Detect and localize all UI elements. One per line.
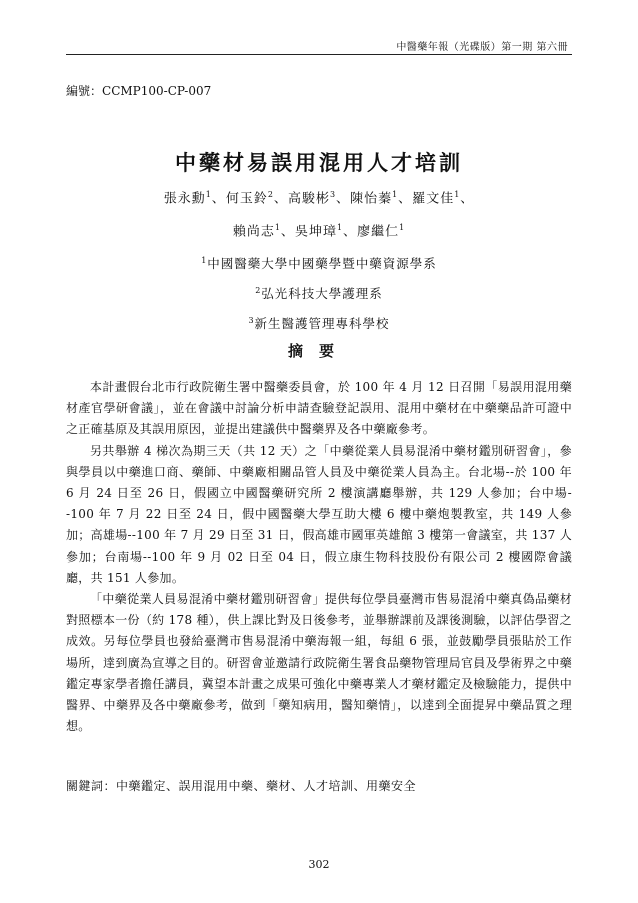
abstract-heading: 摘要 [287, 342, 350, 360]
affiliation-item [0, 277, 638, 307]
affiliation-mark: 2 [255, 286, 262, 296]
abstract-paragraph: 「中藥從業人員易混淆中藥材鑑別研習會」提供每位學員臺灣市售易混淆中藥真偽品藥材對照標本一份（約 178 種），供上課比對及日後參考，並舉辦課前及課後測驗，以評估學習之成效。另每位學員也發給臺灣市售易混淆中藥海報一組，每組 6 張，並鼓勵學員張貼於工作場所，達到廣為宣導之目的。研習會並邀請行政院衛生署食品藥物管理局官員及學術界之中藥鑑定專家學者擔任講員，冀望本計畫之成果可強化中藥專業人才藥材鑑定及檢驗能力，提供中醫界、中藥界及各中藥廠參考，做到「藥知病用，醫知藥情」，以達到全面提昇中藥品質之理想。 [66, 592, 572, 734]
author-name: 張永勳 [163, 191, 206, 207]
keywords-text: 中藥鑑定、誤用混用中藥、藥材、人才培訓、用藥安全 [116, 779, 417, 793]
author-name: 何玉鈴 [225, 191, 268, 207]
author-name: 廖繼仁 [357, 224, 400, 240]
author-separator: 、 [336, 191, 351, 207]
affiliation-mark: 1 [399, 223, 406, 233]
affiliation-mark: 1 [392, 190, 399, 199]
affiliation-item [0, 247, 638, 277]
keywords-label: 關鍵詞： [66, 779, 117, 793]
affiliation-text: 中國醫藥大學中國藥學暨中藥資源學系 [207, 256, 437, 272]
affiliation-list [0, 247, 638, 337]
author-separator: 、 [460, 191, 475, 207]
affiliation-text: 弘光科技大學護理系 [261, 286, 383, 302]
abstract-body [66, 377, 572, 737]
author-name: 陳怡蓁 [350, 191, 393, 207]
document-serial-number [66, 82, 211, 99]
author-name: 賴尚志 [232, 224, 275, 240]
author-separator: 、 [398, 191, 413, 207]
author-name: 羅文佳 [412, 191, 455, 207]
affiliation-mark: 1 [201, 256, 208, 265]
author-name: 吳坤璋 [294, 224, 337, 240]
affiliation-item [0, 307, 638, 337]
affiliation-mark: 2 [267, 190, 274, 199]
header-rule [66, 54, 572, 55]
affiliation-mark: 1 [274, 223, 281, 233]
running-header: 中醫藥年報（光碟版）第一期 第六冊 [396, 42, 568, 53]
author-name: 高駿彬 [287, 191, 330, 207]
serial-label: 編號： [66, 84, 103, 98]
affiliation-mark: 1 [454, 190, 461, 199]
serial-value: CCMP100-CP-007 [102, 84, 212, 98]
abstract-paragraph: 另共舉辦 4 梯次為期三天（共 12 天）之「中藥從業人員易混淆中藥材鑑別研習會」，參與學員以中藥進口商、藥師、中藥廠相關品管人員及中藥從業人員為主。台北場--於 100 年 6 月 24 日至 26 日，假國立中國醫藥研究所 2 樓演講廳舉辦，共 129 人參加；台中場--100 年 7 月 22 日至 24 日，假中國醫藥大學互助大樓 6 樓中藥炮製教室，共 149 人參加；高雄場--100 年 7 月 29 日至 31 日，假高雄市國軍英雄館 3 樓第一會議室，共 137 人參加；台南場--100 年 9 月 02 日至 04 日，假立康生物科技股份有限公司 2 樓國際會議廳，共 151 人參加。 [66, 443, 572, 585]
author-separator: 、 [280, 224, 295, 240]
author-separator: 、 [273, 191, 288, 207]
affiliation-mark: 1 [205, 190, 212, 199]
author-separator: 、 [343, 224, 358, 240]
affiliation-mark: 3 [329, 190, 337, 199]
affiliation-mark: 1 [336, 223, 344, 233]
affiliation-text: 新生醫護管理專科學校 [254, 316, 390, 332]
author-list [0, 180, 638, 247]
paper-title: 中藥材易誤用混用人才培訓 [175, 150, 463, 175]
abstract-paragraph: 本計畫假台北市行政院衛生署中醫藥委員會，於 100 年 4 月 12 日召開「易誤用混用藥材產官學研會議」，並在會議中討論分析申請查驗登記誤用、混用中藥材在中藥藥品許可證中之正確基原及其誤用原因，並提出建議供中醫藥界及各中藥廠參考。 [66, 380, 572, 437]
author-line-1 [0, 180, 638, 213]
author-separator: 、 [211, 191, 226, 207]
affiliation-mark: 3 [248, 316, 255, 326]
author-line-2 [0, 213, 638, 246]
page-number: 302 [308, 858, 330, 871]
keywords [66, 777, 572, 794]
